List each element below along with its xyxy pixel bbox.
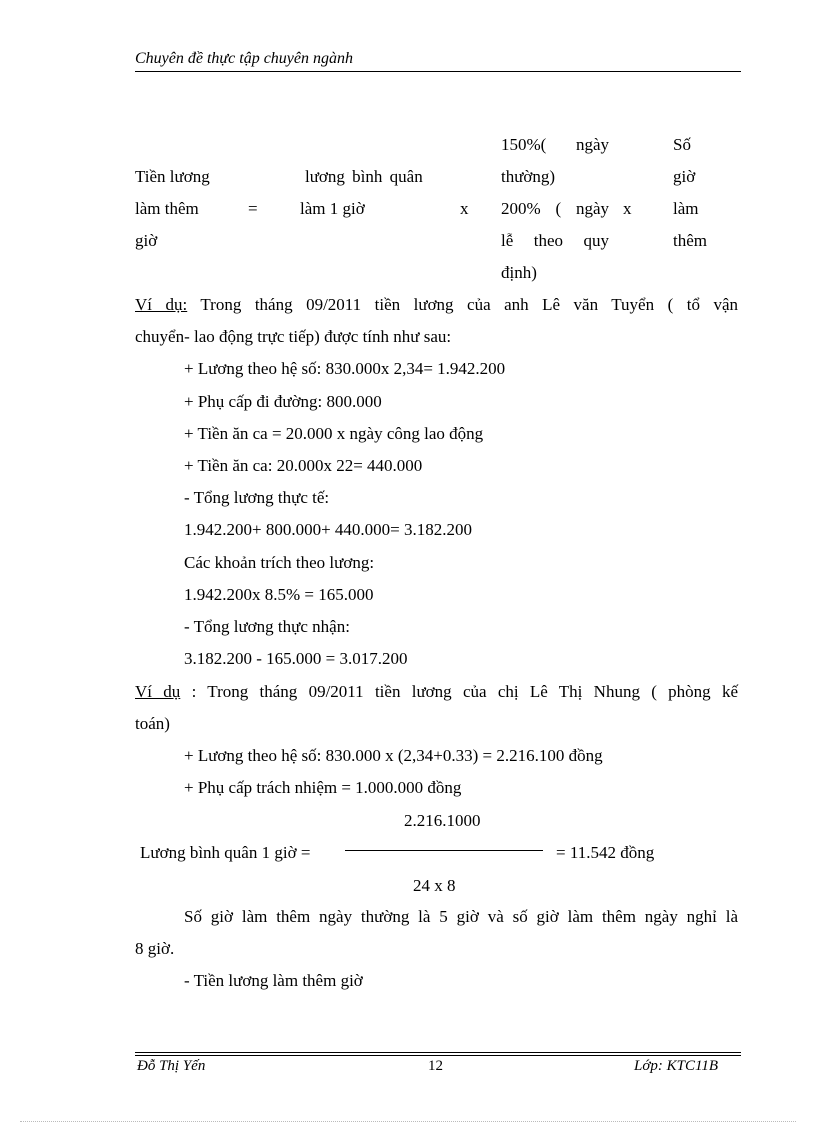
formula-col2-line1: lương bình quân [305,167,423,186]
paragraph-line2: 8 giờ. [135,939,175,958]
example1-item: + Lương theo hệ số: 830.000x 2,34= 1.942.200 [184,359,506,378]
page-number: 12 [428,1058,443,1074]
footer-author: Đỗ Thị Yến [137,1058,206,1074]
header-rule [135,71,741,72]
formula-col4-line1: Số [673,135,691,154]
example1-item: - Tổng lương thực tế: [184,488,330,507]
formula-col3-line3: 200% ( ngày [501,199,609,218]
fraction-denominator: 24 x 8 [413,876,456,895]
formula-col3-line2: thường) [501,167,556,186]
formula-col4-line2: giờ [673,167,696,186]
footer-class: Lớp: KTC11B [634,1058,718,1074]
fraction-bar [345,850,543,851]
fraction-numerator: 2.216.1000 [404,811,481,830]
example2-line2: toán) [135,714,170,733]
formula-col4-line3: làm [673,199,699,218]
page-header-title: Chuyên đề thực tập chuyên ngành [135,50,353,67]
formula-times-1: x [460,199,469,218]
formula-equals: = [248,199,258,218]
example1-item: Các khoản trích theo lương: [184,553,375,572]
formula-col1-line2: làm thêm [135,199,199,218]
example1-item: + Phụ cấp đi đường: 800.000 [184,392,382,411]
page-bottom-edge [20,1121,796,1122]
example1-line1 [135,295,738,315]
formula-col3-line1: 150%( ngày [501,135,609,154]
example1-item: + Tiền ăn ca = 20.000 x ngày công lao động [184,424,484,443]
example1-line1-text: Trong tháng 09/2011 tiền lương của anh Lê văn Tuyển ( tổ vận [187,295,738,314]
formula-col4-line4: thêm [673,231,707,250]
example1-label: Ví dụ: [135,295,188,314]
example1-line2: chuyển- lao động trực tiếp) được tính như sau: [135,327,452,346]
example1-item: + Tiền ăn ca: 20.000x 22= 440.000 [184,456,423,475]
example1-item: 1.942.200x 8.5% = 165.000 [184,585,374,604]
example1-item: 3.182.200 - 165.000 = 3.017.200 [184,649,408,668]
example2-line1-text: : Trong tháng 09/2011 tiền lương của chị Lê Thị Nhung ( phòng kế [180,682,739,701]
formula-col3-line4: lễ theo quy [501,231,609,250]
formula-col1-line3: giờ [135,231,158,250]
formula-col2-line2: làm 1 giờ [300,199,365,218]
example1-item: 1.942.200+ 800.000+ 440.000= 3.182.200 [184,520,473,539]
paragraph-line3: - Tiền lương làm thêm giờ [184,971,363,990]
footer-rule [135,1055,741,1056]
footer-rule [135,1052,741,1053]
example2-item: + Lương theo hệ số: 830.000 x (2,34+0.33) = 2.216.100 đồng [184,746,603,765]
example2-label: Ví dụ [135,682,181,701]
formula-col1-line1: Tiền lương [135,167,210,186]
example2-line1 [135,682,738,702]
fraction-result: = 11.542 đồng [556,843,655,862]
fraction-lhs: Lương bình quân 1 giờ = [140,843,311,862]
formula-times-2: x [623,199,632,218]
paragraph-line1: Số giờ làm thêm ngày thường là 5 giờ và số giờ làm thêm ngày nghỉ là [184,907,738,926]
example2-item: + Phụ cấp trách nhiệm = 1.000.000 đồng [184,778,462,797]
formula-col3-line5: định) [501,263,537,282]
example1-item: - Tổng lương thực nhận: [184,617,350,636]
